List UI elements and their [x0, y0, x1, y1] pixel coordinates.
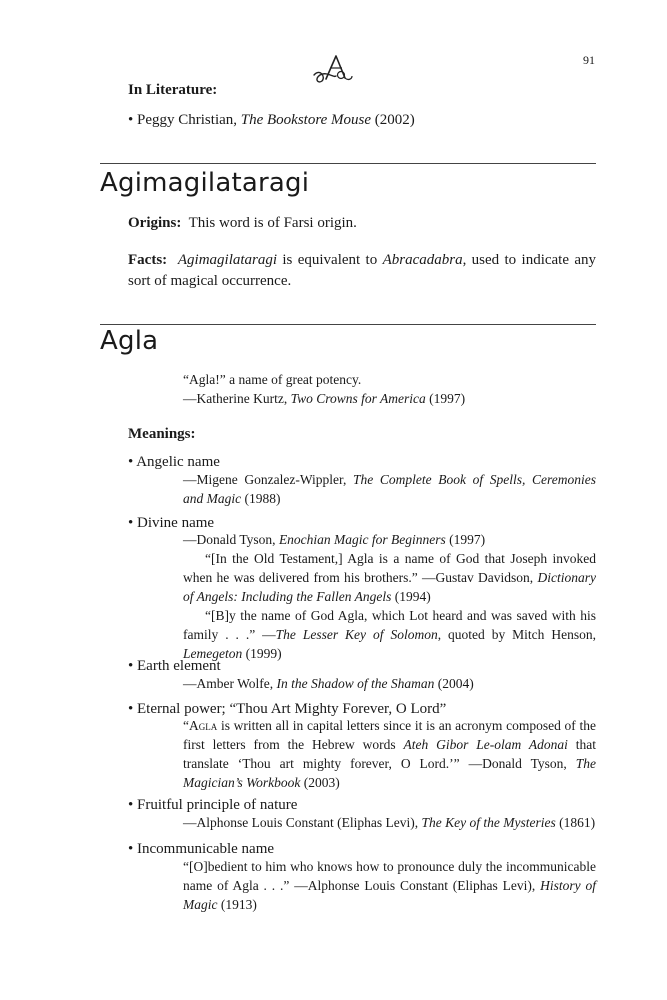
ornamental-letter-logo [312, 48, 354, 84]
quotation: “[B]y the name of God Agla, which Lot heard and was saved with his family . . .” —The Lesser Key of Solomon, quoted by Mitch Henson, Lemegeton (1999) [183, 608, 596, 661]
bullet-icon: • [128, 797, 134, 813]
facts-paragraph: Facts: Agimagilataragi is equivalent to Abracadabra, used to indicate any sort of magical occurrence. [128, 252, 597, 289]
bullet-icon: • [128, 841, 134, 857]
ornament-a-icon [312, 48, 354, 84]
origins-label: Origins: [128, 215, 182, 231]
origins-paragraph [128, 213, 596, 234]
list-item [128, 795, 596, 815]
meaning-citation: —Migene Gonzalez-Wippler, The Complete Book of Spells, Ceremonies and Magic (1988) [183, 472, 596, 506]
meaning-citation: —Alphonse Louis Constant (Eliphas Levi), The Key of the Mysteries (1861) [183, 815, 596, 830]
list-item: • Peggy Christian, The Bookstore Mouse (2002) [128, 112, 415, 128]
meaning-head: Incommunicable name [137, 841, 275, 857]
in-literature-heading: In Literature: [128, 82, 218, 98]
meaning-head: Divine name [137, 515, 215, 531]
meaning-head: Fruitful principle of nature [137, 797, 298, 813]
section-divider [100, 163, 596, 164]
list-item [128, 839, 596, 859]
meanings-heading: Meanings: [128, 426, 196, 442]
meaning-citation: —Donald Tyson, Enochian Magic for Beginners (1997) “[In the Old Testament,] Agla is a name of God that Joseph invoked when he was delivered from his brothers.” —Gustav Davidson, Dictionary of Angels: Including the Fallen Angels (1994) “[B]y the name of God Agla, which Lot heard and was saved with his family . . .” —The Lesser Key of Solomon, quoted by Mitch Henson, Lemegeton (1999) [183, 532, 596, 661]
literature-item [128, 110, 596, 130]
meaning-citation: “Agla is written all in capital letters since it is an acronym composed of the first letters from the Hebrew words Ateh Gibor Le-olam Adonai that translate ‘Thou art mighty forever, O Lord.’” —Donald Tyson, The Magician’s Workbook (2003) [183, 718, 596, 790]
facts-label: Facts: [128, 252, 168, 268]
meaning-head: Earth element [137, 658, 221, 674]
epigraph-quote: “Agla!” a name of great potency. [183, 372, 362, 387]
epigraph [183, 370, 596, 408]
quotation: “[In the Old Testament,] Agla is a name of God that Joseph invoked when he was delivered from his brothers.” —Gustav Davidson, Dictionary of Angels: Including the Fallen Angels (1994) [183, 551, 596, 604]
bullet-icon: • [128, 701, 134, 717]
bullet-icon: • [128, 515, 134, 531]
entry-title-agla: Agla [100, 326, 159, 356]
list-item [128, 656, 596, 676]
bullet-icon: • [128, 658, 134, 674]
meaning-citation: “[O]bedient to him who knows how to pronounce duly the incommunicable name of Agla . . .” —Alphonse Louis Constant (Eliphas Levi), History of Magic (1913) [183, 859, 596, 912]
list-item [128, 452, 596, 472]
meanings-section [128, 426, 596, 443]
meaning-citation: —Amber Wolfe, In the Shadow of the Shaman (2004) [183, 676, 474, 691]
origins-text: This word is of Farsi origin. [188, 215, 357, 231]
bullet-icon: • [128, 112, 134, 128]
entry-title-agimagilataragi: Agimagilataragi [100, 168, 310, 198]
in-literature-section [128, 82, 596, 99]
page-number: 91 [583, 53, 595, 67]
section-divider [100, 324, 596, 325]
meaning-head: Eternal power; “Thou Art Mighty Forever, O Lord” [137, 701, 447, 717]
bullet-icon: • [128, 454, 134, 470]
epigraph-source: —Katherine Kurtz, Two Crowns for America (1997) [183, 391, 466, 406]
meaning-head: Angelic name [136, 454, 220, 470]
